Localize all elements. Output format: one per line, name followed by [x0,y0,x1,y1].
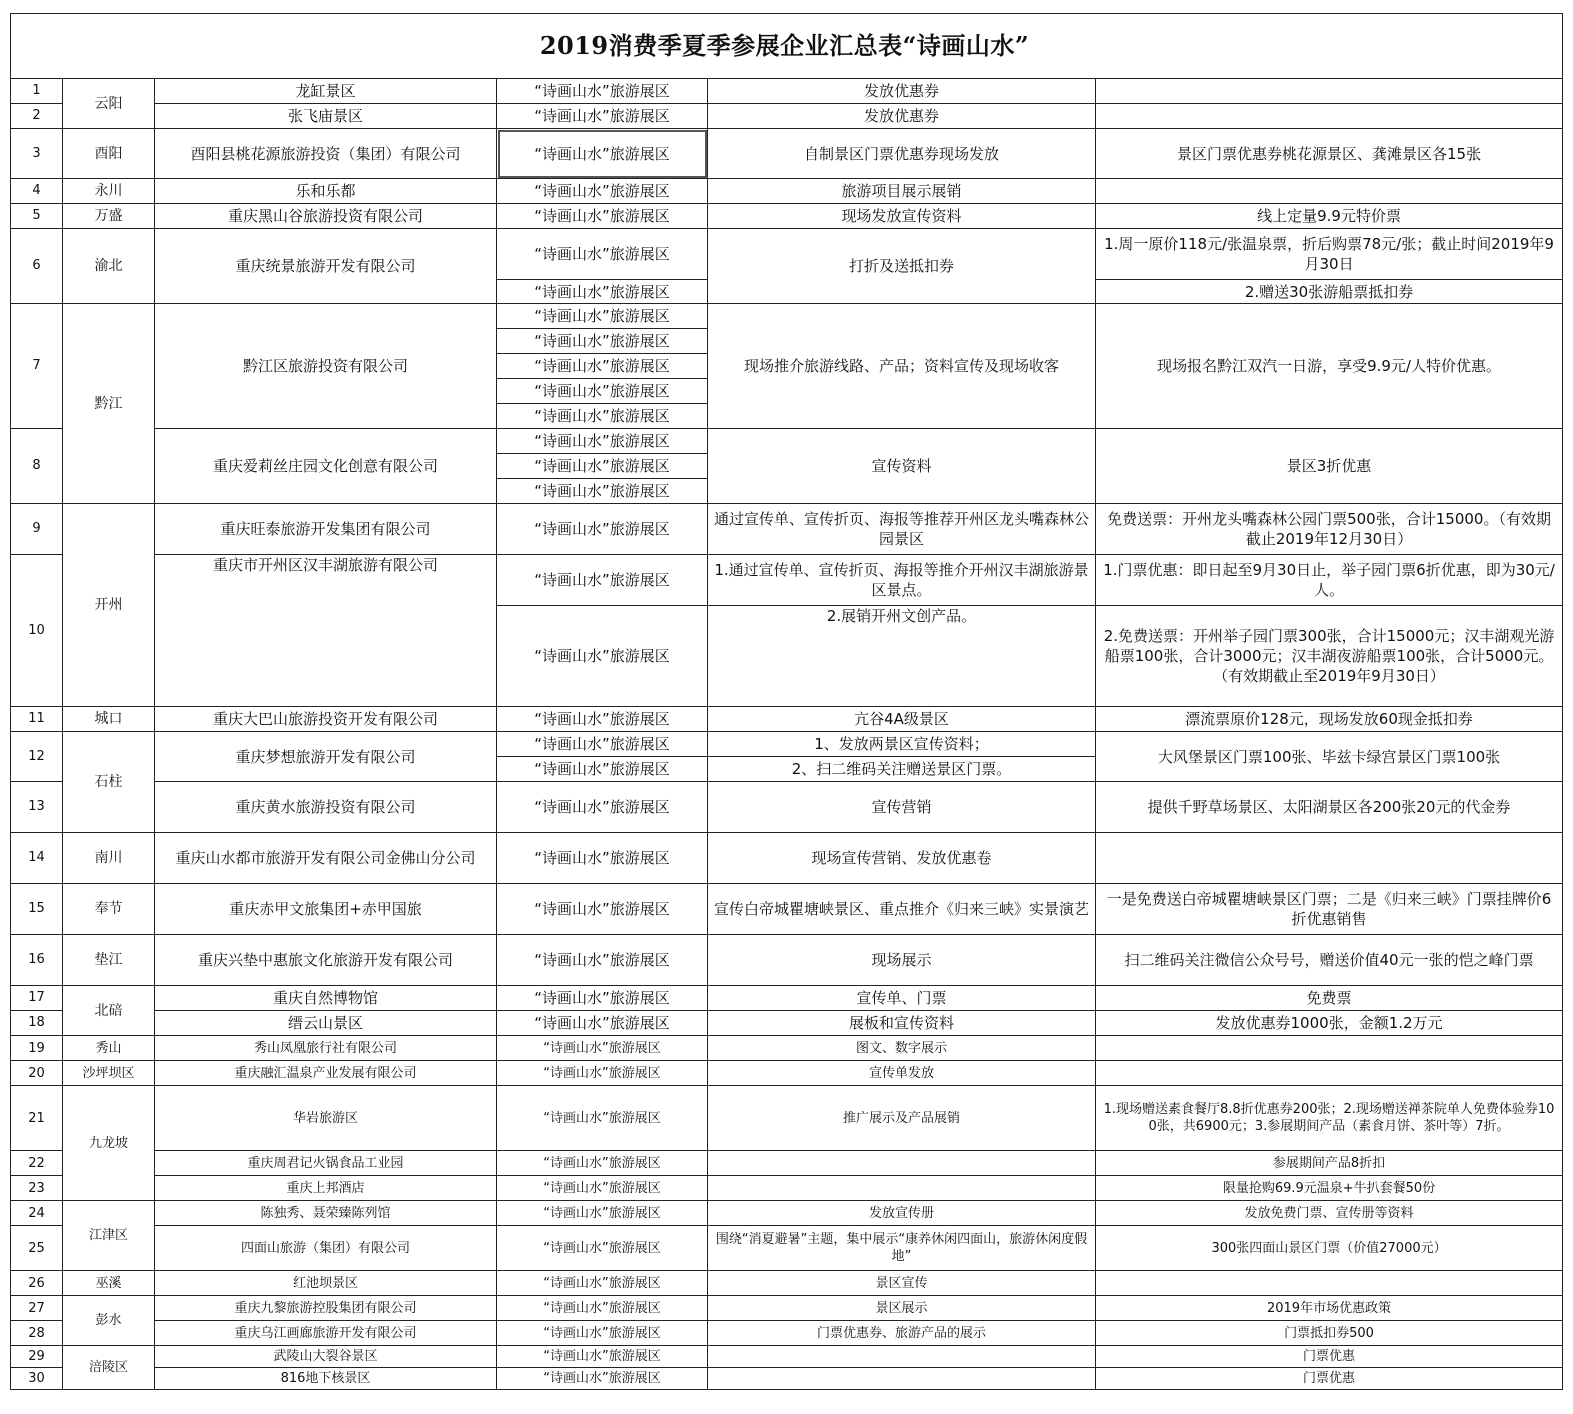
area-cell: “诗画山水”旅游展区 [497,429,708,454]
district-cell: 南川 [63,833,155,884]
area-cell: “诗画山水”旅游展区 [497,354,708,379]
district-cell: 城口 [63,707,155,732]
offer-cell: 2019年市场优惠政策 [1096,1296,1563,1321]
district-cell: 秀山 [63,1036,155,1061]
area-cell: “诗画山水”旅游展区 [497,204,708,229]
activity-cell: 亢谷4A级景区 [708,707,1096,732]
unit-cell: 乐和乐都 [155,179,497,204]
area-cell: “诗画山水”旅游展区 [497,280,708,304]
activity-cell: 1、发放两景区宣传资料； [708,732,1096,757]
row-number: 30 [11,1368,63,1390]
unit-cell: 黔江区旅游投资有限公司 [155,304,497,429]
offer-cell: 扫二维码关注微信公众号号，赠送价值40元一张的恺之峰门票 [1096,935,1563,986]
row-number: 1 [11,79,63,104]
row-number: 16 [11,935,63,986]
area-cell: “诗画山水”旅游展区 [497,606,708,707]
area-cell: “诗画山水”旅游展区 [497,329,708,354]
unit-cell: 四面山旅游（集团）有限公司 [155,1226,497,1271]
activity-cell: 发放宣传册 [708,1201,1096,1226]
area-cell: “诗画山水”旅游展区 [497,454,708,479]
row-number: 3 [11,129,63,179]
offer-cell: 景区3折优惠 [1096,429,1563,504]
area-cell: “诗画山水”旅游展区 [497,1271,708,1296]
offer-cell [1096,833,1563,884]
district-cell: 黔江 [63,304,155,504]
row-number: 26 [11,1271,63,1296]
row-number: 24 [11,1201,63,1226]
row-number: 18 [11,1011,63,1036]
row-number: 15 [11,884,63,935]
activity-cell: 景区宣传 [708,1271,1096,1296]
area-cell: “诗画山水”旅游展区 [497,555,708,606]
district-cell: 北碚 [63,986,155,1036]
activity-cell: 现场宣传营销、发放优惠卷 [708,833,1096,884]
row-number: 8 [11,429,63,504]
offer-cell: 2.赠送30张游船票抵扣券 [1096,280,1563,304]
unit-cell: 重庆兴垫中惠旅文化旅游开发有限公司 [155,935,497,986]
row-number: 7 [11,304,63,429]
area-cell: “诗画山水”旅游展区 [497,1176,708,1201]
row-number: 13 [11,782,63,833]
activity-cell: 自制景区门票优惠券现场发放 [708,129,1096,179]
activity-cell: 宣传营销 [708,782,1096,833]
activity-cell: 宣传白帝城瞿塘峡景区、重点推介《归来三峡》实景演艺 [708,884,1096,935]
row-number: 12 [11,732,63,782]
district-cell: 涪陵区 [63,1346,155,1390]
area-cell: “诗画山水”旅游展区 [497,1321,708,1346]
unit-cell: 重庆市开州区汉丰湖旅游有限公司 [155,555,497,707]
exhibitor-table [10,13,1563,1390]
area-cell: “诗画山水”旅游展区 [497,935,708,986]
area-cell: “诗画山水”旅游展区 [497,1368,708,1390]
unit-cell: 秀山凤凰旅行社有限公司 [155,1036,497,1061]
row-number: 6 [11,229,63,304]
unit-cell: 重庆旺泰旅游开发集团有限公司 [155,504,497,555]
offer-cell: 线上定量9.9元特价票 [1096,204,1563,229]
unit-cell: 重庆统景旅游开发有限公司 [155,229,497,304]
unit-cell: 重庆爱莉丝庄园文化创意有限公司 [155,429,497,504]
area-cell: “诗画山水”旅游展区 [497,884,708,935]
area-cell: “诗画山水”旅游展区 [497,757,708,782]
district-cell: 江津区 [63,1201,155,1271]
unit-cell: 816地下核景区 [155,1368,497,1390]
offer-cell: 限量抢购69.9元温泉+牛扒套餐50份 [1096,1176,1563,1201]
district-cell: 彭水 [63,1296,155,1346]
unit-cell: 重庆上邦酒店 [155,1176,497,1201]
area-cell: “诗画山水”旅游展区 [497,1346,708,1368]
area-cell: “诗画山水”旅游展区 [497,104,708,129]
area-cell: “诗画山水”旅游展区 [497,404,708,429]
activity-cell: 2.展销开州文创产品。 [708,606,1096,707]
offer-cell: 参展期间产品8折扣 [1096,1151,1563,1176]
sheet-title: 2019消费季夏季参展企业汇总表“诗画山水” [11,14,1563,79]
area-cell: “诗画山水”旅游展区 [497,504,708,555]
offer-cell: 提供千野草场景区、太阳湖景区各200张20元的代金券 [1096,782,1563,833]
row-number: 5 [11,204,63,229]
unit-cell: 重庆赤甲文旅集团+赤甲国旅 [155,884,497,935]
unit-cell: 酉阳县桃花源旅游投资（集团）有限公司 [155,129,497,179]
area-cell: “诗画山水”旅游展区 [497,1296,708,1321]
activity-cell: 门票优惠券、旅游产品的展示 [708,1321,1096,1346]
district-cell: 云阳 [63,79,155,129]
offer-cell [1096,1061,1563,1086]
district-cell: 万盛 [63,204,155,229]
activity-cell: 发放优惠券 [708,79,1096,104]
activity-cell: 展板和宣传资料 [708,1011,1096,1036]
activity-cell: 宣传资料 [708,429,1096,504]
unit-cell: 重庆乌江画廊旅游开发有限公司 [155,1321,497,1346]
row-number: 2 [11,104,63,129]
area-cell: “诗画山水”旅游展区 [497,1201,708,1226]
area-cell: “诗画山水”旅游展区 [497,229,708,280]
offer-cell [1096,1271,1563,1296]
offer-cell: 免费票 [1096,986,1563,1011]
activity-cell: 现场推介旅游线路、产品；资料宣传及现场收客 [708,304,1096,429]
unit-cell: 重庆大巴山旅游投资开发有限公司 [155,707,497,732]
activity-cell [708,1346,1096,1368]
district-cell: 垫江 [63,935,155,986]
offer-cell: 发放免费门票、宣传册等资料 [1096,1201,1563,1226]
activity-cell: 打折及送抵扣券 [708,229,1096,304]
unit-cell: 重庆融汇温泉产业发展有限公司 [155,1061,497,1086]
row-number: 11 [11,707,63,732]
offer-cell: 发放优惠券1000张，金额1.2万元 [1096,1011,1563,1036]
area-cell: “诗画山水”旅游展区 [497,304,708,329]
area-cell: “诗画山水”旅游展区 [497,179,708,204]
area-cell: “诗画山水”旅游展区 [497,479,708,504]
row-number: 14 [11,833,63,884]
unit-cell: 陈独秀、聂荣臻陈列馆 [155,1201,497,1226]
area-cell: “诗画山水”旅游展区 [497,379,708,404]
offer-cell: 2.免费送票：开州举子园门票300张，合计15000元；汉丰湖观光游船票100张，合计3000元；汉丰湖夜游船票100张，合计5000元。（有效期截止至2019年9月30日） [1096,606,1563,707]
activity-cell [708,1151,1096,1176]
offer-cell: 门票抵扣券500 [1096,1321,1563,1346]
unit-cell: 缙云山景区 [155,1011,497,1036]
activity-cell: 推广展示及产品展销 [708,1086,1096,1151]
unit-cell: 重庆山水都市旅游开发有限公司金佛山分公司 [155,833,497,884]
area-cell: “诗画山水”旅游展区 [497,1151,708,1176]
district-cell: 巫溪 [63,1271,155,1296]
unit-cell: 龙缸景区 [155,79,497,104]
area-cell-selected[interactable]: “诗画山水”旅游展区 [497,129,708,179]
area-cell: “诗画山水”旅游展区 [497,1061,708,1086]
row-number: 17 [11,986,63,1011]
row-number: 22 [11,1151,63,1176]
offer-cell [1096,1036,1563,1061]
area-cell: “诗画山水”旅游展区 [497,1086,708,1151]
row-number: 25 [11,1226,63,1271]
activity-cell: 图文、数字展示 [708,1036,1096,1061]
area-cell: “诗画山水”旅游展区 [497,1226,708,1271]
district-cell: 九龙坡 [63,1086,155,1201]
district-cell: 永川 [63,179,155,204]
row-number: 23 [11,1176,63,1201]
spreadsheet [10,13,1562,1390]
unit-cell: 重庆九黎旅游控股集团有限公司 [155,1296,497,1321]
activity-cell: 现场展示 [708,935,1096,986]
district-cell: 酉阳 [63,129,155,179]
offer-cell: 大风堡景区门票100张、毕兹卡绿宫景区门票100张 [1096,732,1563,782]
offer-cell: 1.门票优惠：即日起至9月30日止，举子园门票6折优惠，即为30元/人。 [1096,555,1563,606]
unit-cell: 红池坝景区 [155,1271,497,1296]
district-cell: 石柱 [63,732,155,833]
activity-cell [708,1176,1096,1201]
area-cell: “诗画山水”旅游展区 [497,833,708,884]
offer-cell [1096,79,1563,104]
offer-cell: 1.周一原价118元/张温泉票，折后购票78元/张；截止时间2019年9月30日 [1096,229,1563,280]
offer-cell: 门票优惠 [1096,1368,1563,1390]
activity-cell: 宣传单发放 [708,1061,1096,1086]
area-cell: “诗画山水”旅游展区 [497,1036,708,1061]
offer-cell: 景区门票优惠券桃花源景区、龚滩景区各15张 [1096,129,1563,179]
area-cell: “诗画山水”旅游展区 [497,782,708,833]
unit-cell: 重庆自然博物馆 [155,986,497,1011]
unit-cell: 重庆黄水旅游投资有限公司 [155,782,497,833]
row-number: 20 [11,1061,63,1086]
row-number: 29 [11,1346,63,1368]
offer-cell [1096,104,1563,129]
district-cell: 渝北 [63,229,155,304]
offer-cell: 300张四面山景区门票（价值27000元） [1096,1226,1563,1271]
row-number: 21 [11,1086,63,1151]
district-cell: 奉节 [63,884,155,935]
activity-cell: 宣传单、门票 [708,986,1096,1011]
unit-cell: 重庆黑山谷旅游投资有限公司 [155,204,497,229]
offer-cell [1096,179,1563,204]
unit-cell: 张飞庙景区 [155,104,497,129]
activity-cell: 景区展示 [708,1296,1096,1321]
row-number: 9 [11,504,63,555]
offer-cell: 现场报名黔江双汽一日游，享受9.9元/人特价优惠。 [1096,304,1563,429]
activity-cell: 2、扫二维码关注赠送景区门票。 [708,757,1096,782]
area-cell: “诗画山水”旅游展区 [497,986,708,1011]
offer-cell: 1.现场赠送素食餐厅8.8折优惠券200张；2.现场赠送禅茶院单人免费体验券100张，共6900元；3.参展期间产品（素食月饼、茶叶等）7折。 [1096,1086,1563,1151]
unit-cell: 重庆梦想旅游开发有限公司 [155,732,497,782]
offer-cell: 漂流票原价128元，现场发放60现金抵扣券 [1096,707,1563,732]
row-number: 4 [11,179,63,204]
row-number: 28 [11,1321,63,1346]
area-cell: “诗画山水”旅游展区 [497,79,708,104]
activity-cell [708,1368,1096,1390]
row-number: 10 [11,555,63,707]
offer-cell: 一是免费送白帝城瞿塘峡景区门票；二是《归来三峡》门票挂牌价6折优惠销售 [1096,884,1563,935]
activity-cell: 旅游项目展示展销 [708,179,1096,204]
unit-cell: 重庆周君记火锅食品工业园 [155,1151,497,1176]
area-cell: “诗画山水”旅游展区 [497,732,708,757]
offer-cell: 门票优惠 [1096,1346,1563,1368]
row-number: 27 [11,1296,63,1321]
offer-cell: 免费送票：开州龙头嘴森林公园门票500张，合计15000。（有效期截止2019年12月30日） [1096,504,1563,555]
area-cell: “诗画山水”旅游展区 [497,707,708,732]
activity-cell: 现场发放宣传资料 [708,204,1096,229]
unit-cell: 华岩旅游区 [155,1086,497,1151]
activity-cell: 围绕“消夏避暑”主题，集中展示“康养休闲四面山，旅游休闲度假地” [708,1226,1096,1271]
activity-cell: 1.通过宣传单、宣传折页、海报等推介开州汉丰湖旅游景区景点。 [708,555,1096,606]
unit-cell: 武陵山大裂谷景区 [155,1346,497,1368]
activity-cell: 通过宣传单、宣传折页、海报等推荐开州区龙头嘴森林公园景区 [708,504,1096,555]
district-cell: 开州 [63,504,155,707]
activity-cell: 发放优惠券 [708,104,1096,129]
area-cell: “诗画山水”旅游展区 [497,1011,708,1036]
district-cell: 沙坪坝区 [63,1061,155,1086]
row-number: 19 [11,1036,63,1061]
